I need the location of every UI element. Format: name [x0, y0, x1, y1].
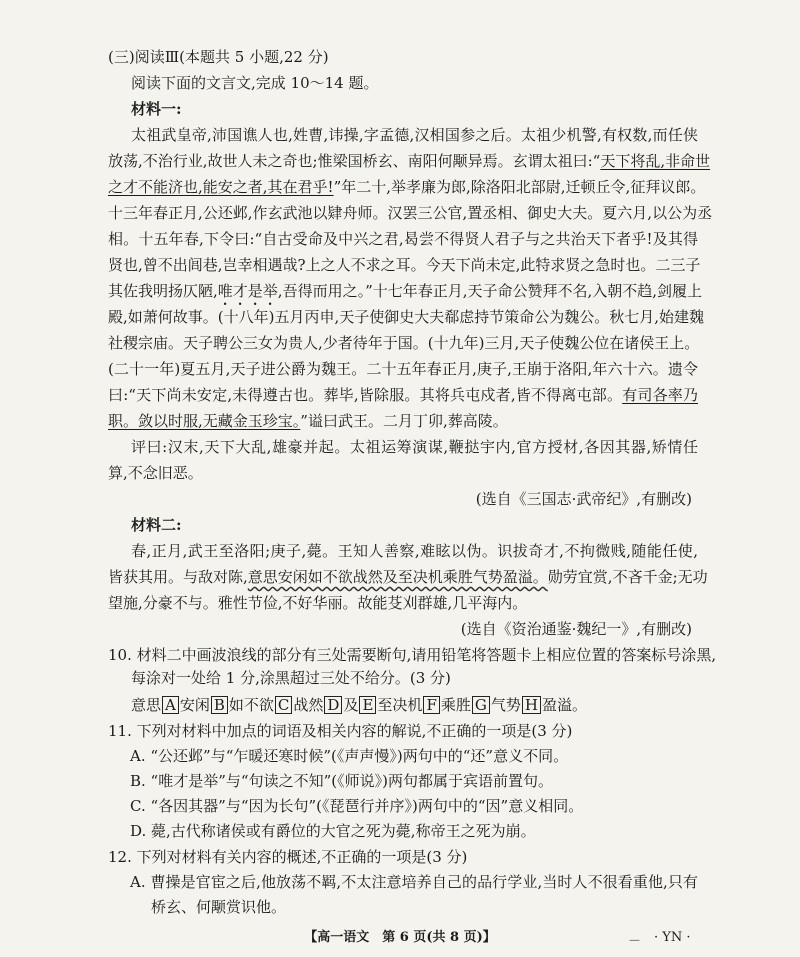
material2-line: 望施,分豪不与。雅性节俭,不好华丽。故能芟刈群雄,几平海内。	[108, 594, 528, 612]
material1-source: (选自《三国志·武帝纪》,有删改)	[475, 490, 692, 508]
q10-answer-line	[131, 695, 587, 715]
material1-line: (二十一年)夏五月,天子进公爵为魏王。二十五年春正月,庚子,王崩于洛阳,年六十六。遗令	[108, 360, 698, 378]
material2-source: (选自《资治通鉴·魏纪一》,有删改)	[460, 620, 692, 638]
material2-line: 春,正月,武王至洛阳;庚子,薨。王知人善察,难眩以伪。识拔奇才,不拘微贱,随能任使,	[131, 542, 698, 560]
material1-line: 曰:“天下尚未安定,未得遵古也。葬毕,皆除服。其将兵屯戍者,皆不得离屯部。有司各率乃	[108, 386, 698, 404]
q10-segment: 安闲	[179, 696, 210, 714]
answer-box-h[interactable]: H	[522, 696, 541, 714]
q10-segment: 气势	[490, 696, 521, 714]
q10-stem: 10. 材料二中画波浪线的部分有三处需要断句,请用铅笔将答题卡上相应位置的答案标号涂黑,	[108, 646, 717, 664]
material1-line: 殿,如萧何故事。(十八年)五月丙申,天子使御史大夫郗虑持节策命公为魏公。秋七月,始建魏	[108, 308, 705, 326]
q12-option-a-cont: 桥玄、何颙赏识他。	[151, 898, 287, 916]
underlined-text: 职。敛以时服,无藏金玉珍宝。	[108, 412, 301, 430]
q11-option-b[interactable]: B. “唯才是举”与“句读之不知”(《师说》)两句都属于宾语前置句。	[130, 772, 553, 790]
material1-line: 放荡,不治行业,故世人未之奇也;惟梁国桥玄、南阳何颙异焉。玄谓太祖曰:“天下将乱,非命世	[108, 152, 711, 170]
answer-box-f[interactable]: F	[423, 696, 439, 714]
q10-stem-cont: 每涂对一处给 1 分,涂黑超过三处不给分。(3 分)	[131, 669, 451, 687]
underlined-text: 天下将乱,非命世	[600, 152, 711, 170]
wavy-underline: 意思安闲如不欲战然及至决机乘胜气势盈溢。	[247, 568, 548, 586]
q10-segment: 及	[343, 696, 359, 714]
page-footer: 【高一语文 第 6 页(共 8 页)】	[304, 930, 496, 945]
q11-option-d[interactable]: D. 薨,古代称诸侯或有爵位的大官之死为薨,称帝王之死为崩。	[130, 822, 536, 840]
answer-box-b[interactable]: B	[211, 696, 228, 714]
material1-heading: 材料一:	[131, 100, 182, 118]
answer-box-c[interactable]: C	[275, 696, 292, 714]
emphasis-dots: 唯才是举	[217, 282, 278, 300]
section-title: (三)阅读Ⅲ(本题共 5 小题,22 分)	[108, 48, 329, 66]
material1-line: 十三年春正月,公还邺,作玄武池以肄舟师。汉罢三公官,置丞相、御史大夫。夏六月,以公为丞	[108, 204, 713, 222]
q10-segment: 乘胜	[440, 696, 471, 714]
q11-stem: 11. 下列对材料中加点的词语及相关内容的解说,不正确的一项是(3 分)	[108, 722, 573, 740]
q12-option-a[interactable]: A. 曹操是官宦之后,他放荡不羁,不太注意培养自己的品行学业,当时人不很看重他,只有	[130, 873, 698, 891]
underlined-text: 之才不能济也,能安之者,其在君乎!	[108, 178, 334, 196]
answer-box-a[interactable]: A	[162, 696, 179, 714]
material1-line: 太祖武皇帝,沛国谯人也,姓曹,讳操,字孟德,汉相国参之后。太祖少机警,有权数,而任侠	[131, 126, 698, 144]
material2-heading: 材料二:	[131, 516, 182, 534]
material1-comment-line: 评曰:汉末,天下大乱,雄豪并起。太祖运筹演谋,鞭挞宇内,官方授材,各因其器,矫情任	[131, 438, 698, 456]
material1-line: 相。十五年春,下令曰:“自古受命及中兴之君,曷尝不得贤人君子与之共治天下者乎!及其得	[108, 230, 698, 248]
footer-code: · YN ·	[654, 930, 691, 945]
q12-stem: 12. 下列对材料有关内容的概述,不正确的一项是(3 分)	[108, 848, 468, 866]
material1-line-underlined: 职。敛以时服,无藏金玉珍宝。”谥曰武王。二月丁卯,葬高陵。	[108, 412, 508, 430]
q10-segment: 如不欲	[228, 696, 274, 714]
answer-box-d[interactable]: D	[324, 696, 342, 714]
q10-segment: 战然	[293, 696, 324, 714]
material1-line: 其佐我明扬仄陋,唯才是举,吾得而用之。”十七年春正月,天子命公赞拜不名,入朝不趋,剑履上	[108, 282, 703, 300]
q11-option-c[interactable]: C. “各因其器”与“因为长句”(《琵琶行并序》)两句中的“因”意义相同。	[130, 797, 584, 815]
q10-segment: 意思	[131, 696, 162, 714]
q11-option-a[interactable]: A. “公还邺”与“乍暖还寒时候”(《声声慢》)两句中的“还”意义不同。	[130, 747, 569, 765]
answer-box-g[interactable]: G	[472, 696, 490, 714]
material1-line: 贤也,曾不出闾巷,岂幸相遇哉?上之人不求之耳。今天下尚未定,此特求贤之急时也。二三子	[108, 256, 701, 274]
section-instruction: 阅读下面的文言文,完成 10～14 题。	[131, 74, 379, 92]
material1-line-underlined: 之才不能济也,能安之者,其在君乎!”年二十,举孝廉为郎,除洛阳北部尉,迁顿丘令,征拜议郎。	[108, 178, 706, 196]
material1-comment-line: 算,不念旧恶。	[108, 464, 203, 482]
underlined-text: 有司各率乃	[622, 386, 698, 404]
answer-box-e[interactable]: E	[359, 696, 376, 714]
q10-segment: 至决机	[377, 696, 423, 714]
q10-segment: 盈溢。	[541, 696, 587, 714]
material2-line-wavy: 皆获其用。与敌对陈,意思安闲如不欲战然及至决机乘胜气势盈溢。勋劳宜赏,不吝千金;无功	[108, 568, 708, 586]
footer-dash: －	[628, 934, 642, 949]
material1-line: 社稷宗庙。天子聘公三女为贵人,少者待年于国。(十九年)三月,天子使魏公位在诸侯王上。	[108, 334, 700, 352]
